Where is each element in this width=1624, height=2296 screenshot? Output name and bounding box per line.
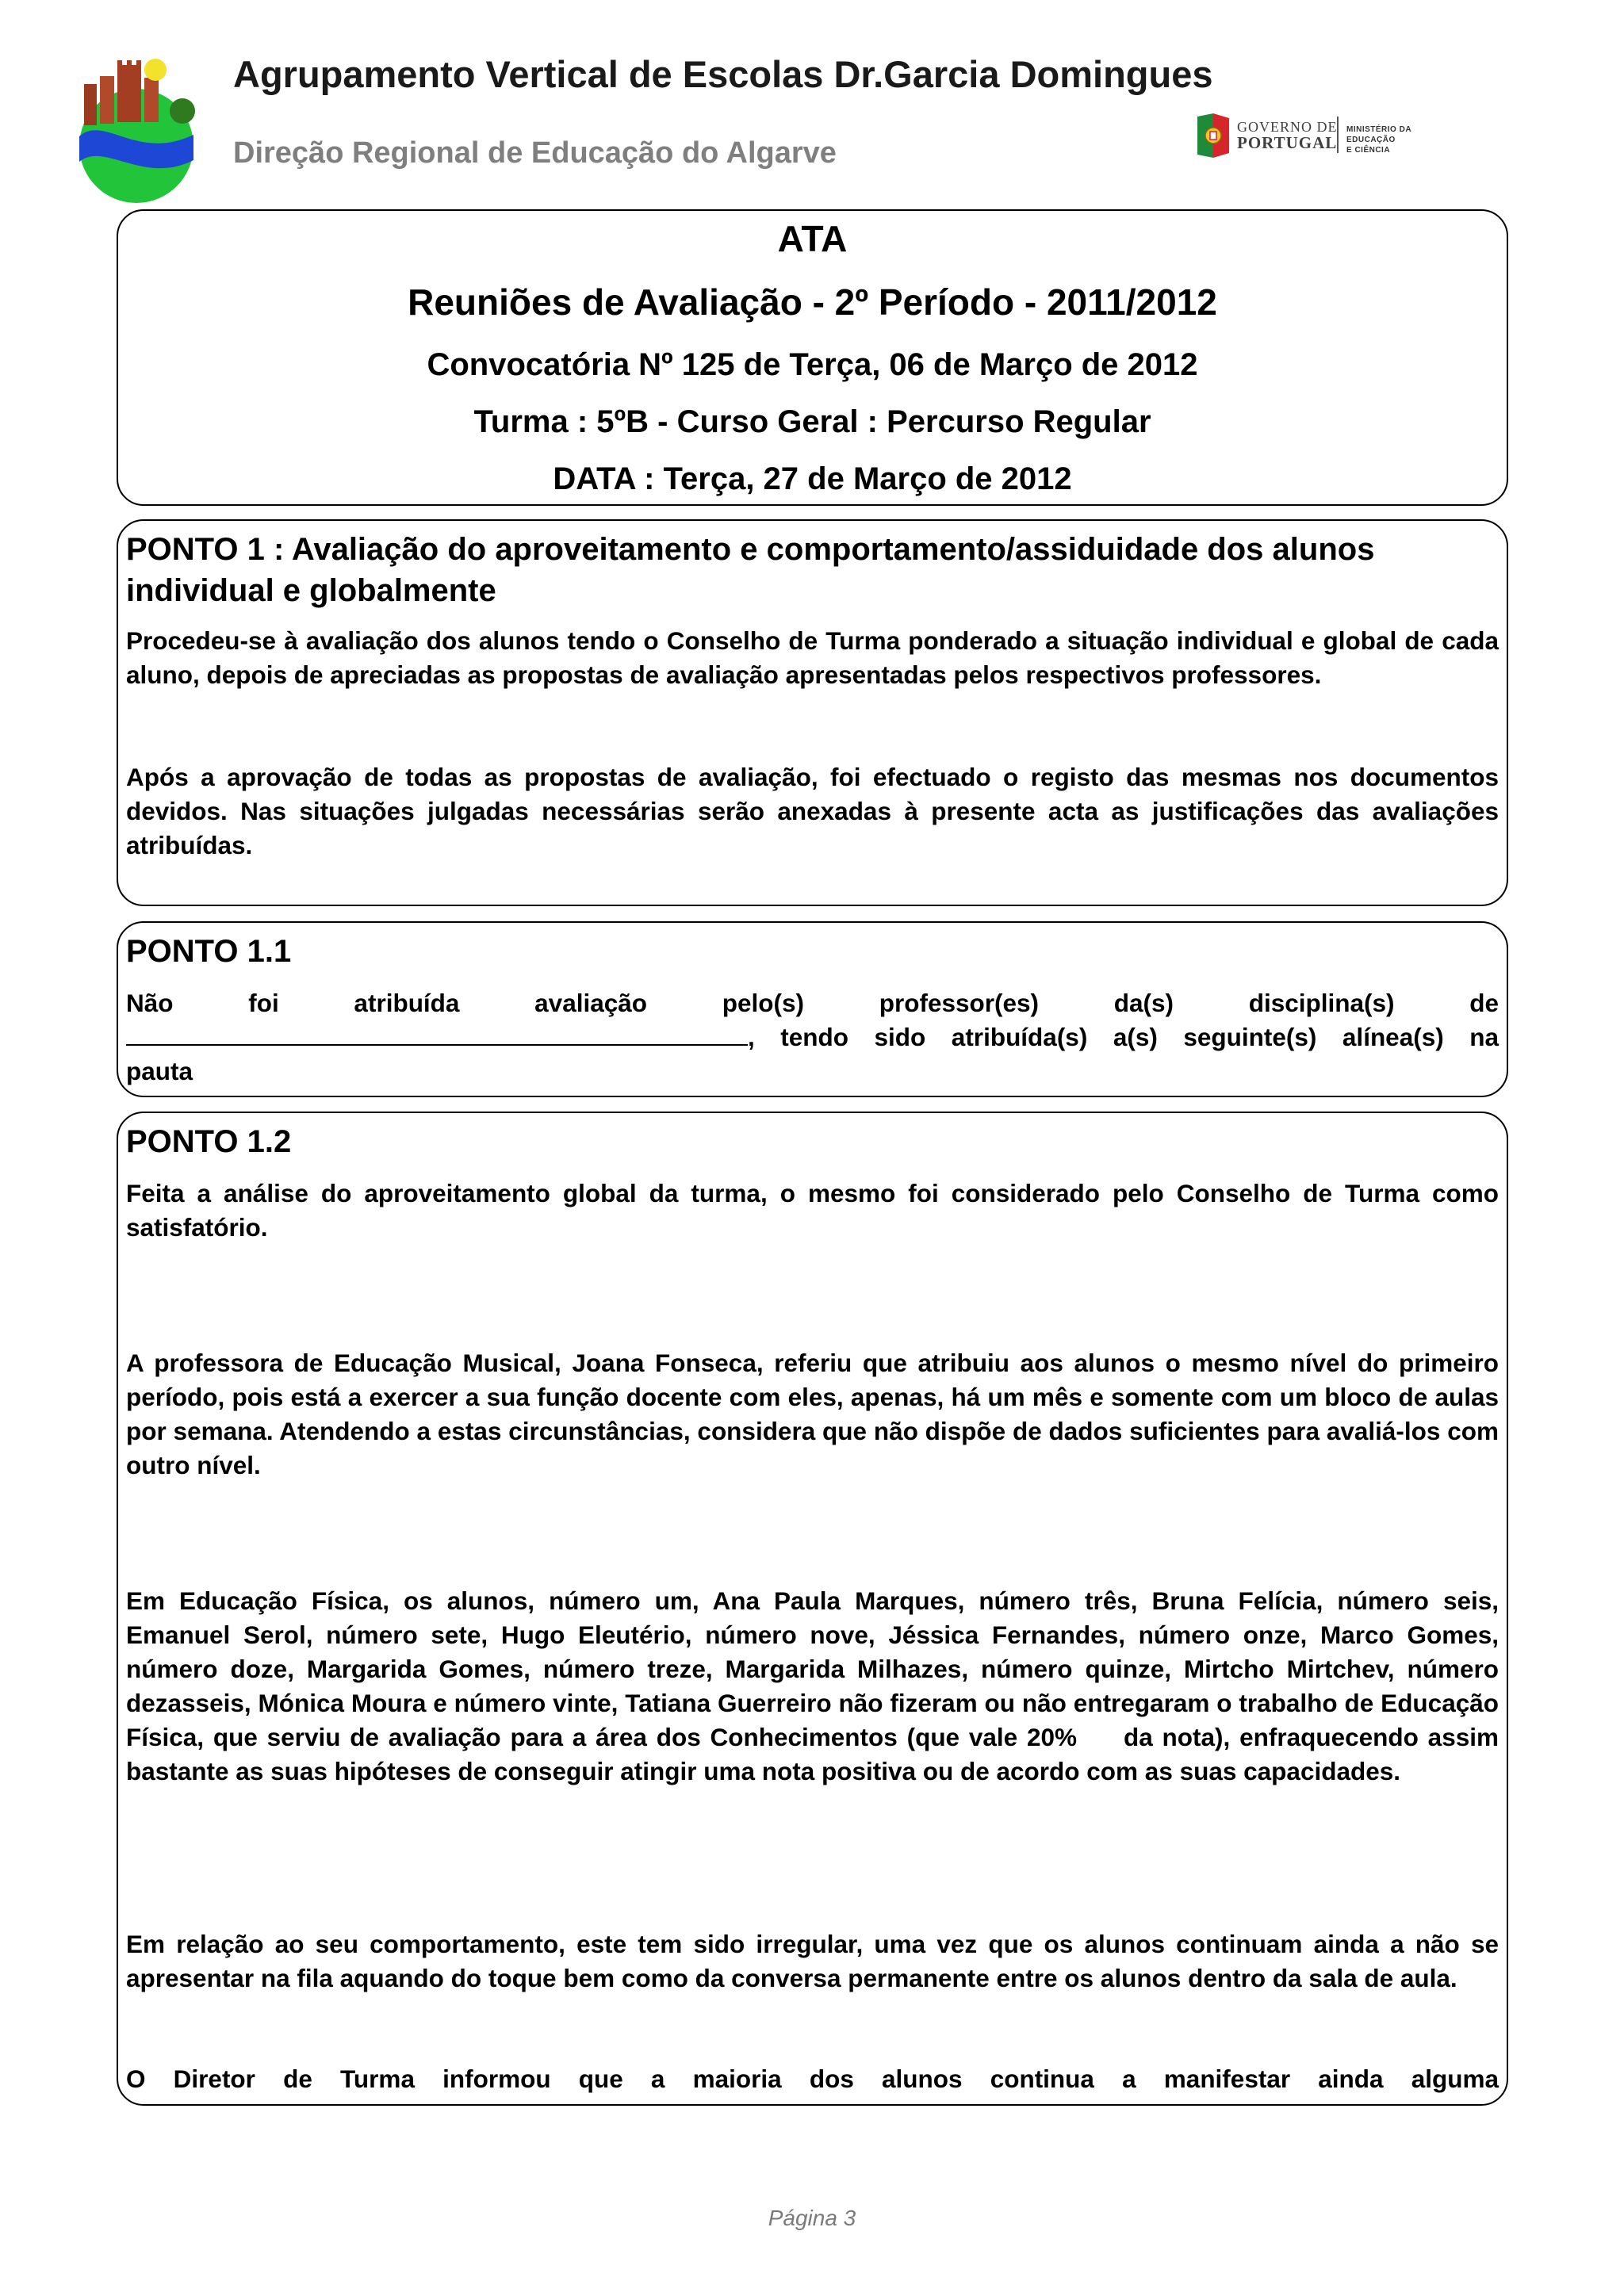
ata-label: ATA xyxy=(777,218,848,259)
government-line2: PORTUGAL xyxy=(1237,133,1338,152)
school-logo xyxy=(73,59,200,209)
class-line: Turma : 5ºB - Curso Geral : Percurso Regular xyxy=(473,404,1151,439)
convocation-line: Convocatória Nº 125 de Terça, 06 de Março de 2012 xyxy=(427,347,1198,382)
ministry-line1: MINISTÉRIO DA EDUCAÇÃO xyxy=(1346,125,1411,144)
ministry-text xyxy=(1346,124,1456,155)
government-logo xyxy=(1194,113,1456,158)
ponto1-2-box xyxy=(117,1112,1508,2106)
logo-divider xyxy=(1337,117,1339,153)
ponto1-1-heading: PONTO 1.1 xyxy=(126,934,292,969)
ponto1-2-paragraph-2: A professora de Educação Musical, Joana Fonseca, referiu que atribuiu aos alunos o mesmo nível do primeiro período, pois está a exercer a sua função docente com eles, apenas, há um mês e somente com um bloco de aulas por semana. Atendendo a estas circunstâncias, considera que não dispõe de dados suficientes para avaliá-los com outro nível. xyxy=(126,1349,1499,1479)
ponto1-1-line1: Não foi atribuída avaliação pelo(s) professor(es) da(s) disciplina(s) de xyxy=(126,989,1499,1017)
ponto1-2-paragraph-1: Feita a análise do aproveitamento global da turma, o mesmo foi considerado pelo Conselho de Turma como satisfatório. xyxy=(126,1179,1499,1242)
ponto1-1-box xyxy=(117,921,1508,1097)
blank-fill-line xyxy=(126,1020,748,1046)
date-line: DATA : Terça, 27 de Março de 2012 xyxy=(553,461,1072,496)
ata-title-box xyxy=(117,209,1508,506)
ponto1-2-heading: PONTO 1.2 xyxy=(126,1124,292,1159)
ponto1-1-line3: pauta xyxy=(126,1057,193,1085)
ponto1-1-paragraph xyxy=(126,986,1499,1089)
ponto1-2-paragraph-4: Em relação ao seu comportamento, este tem sido irregular, uma vez que os alunos continuam ainda a não se apresentar na fila aquando do toque bem como da conversa permanente entre os alunos dentro da sala de aula. xyxy=(126,1930,1499,1992)
ponto1-2-paragraph-5: O Diretor de Turma informou que a maioria dos alunos continua a manifestar ainda alguma xyxy=(126,2064,1499,2093)
ministry-line2: E CIÊNCIA xyxy=(1346,146,1391,155)
page-number: Página 3 xyxy=(768,2206,856,2230)
government-text xyxy=(1237,119,1338,151)
school-group-title: Agrupamento Vertical de Escolas Dr.Garcia Domingues xyxy=(233,53,1213,95)
ponto1-paragraph-1: Procedeu-se à avaliação dos alunos tendo o Conselho de Turma ponderado a situação individual e global de cada aluno, depois de apreciadas as propostas de avaliação apresentadas pelos respectivos professores. xyxy=(126,626,1499,689)
ponto1-heading: PONTO 1 : Avaliação do aproveitamento e comportamento/assiduidade dos alunos individual e globalmente xyxy=(126,532,1375,608)
ponto1-box xyxy=(117,519,1508,906)
government-line1: GOVERNO DE xyxy=(1237,119,1338,135)
ponto1-2-paragraph-3: Em Educação Física, os alunos, número um, Ana Paula Marques, número três, Bruna Felícia, número seis, Emanuel Serol, número sete, Hugo Eleutério, número nove, Jéssica Fernandes, número onze, Marco Gomes, número doze, Margarida Gomes, número treze, Margarida Milhazes, número quinze, Mirtcho Mirtchev, número dezasseis, Mónica Moura e número vinte, Tatiana Guerreiro não fizeram ou não entregaram o trabalho de Educação Física, que serviu de avaliação para a área dos Conhecimentos (que vale 20% da nota), enfraquecendo assim bastante as suas hipóteses de conseguir atingir uma nota positiva ou de acordo com as suas capacidades. xyxy=(126,1586,1506,1785)
portugal-flag-icon xyxy=(1194,113,1231,158)
meeting-title: Reuniões de Avaliação - 2º Período - 2011/2012 xyxy=(408,281,1217,323)
ponto1-paragraph-2: Após a aprovação de todas as propostas de avaliação, foi efectuado o registo das mesmas nos documentos devidos. Nas situações julgadas necessárias serão anexadas à presente acta as justificações das avaliações atribuídas. xyxy=(126,763,1499,859)
ponto1-1-line2-text: , tendo sido atribuída(s) a(s) seguinte(s) alínea(s) na xyxy=(748,1023,1499,1051)
ponto1-1-line2 xyxy=(126,1020,1499,1054)
regional-directorate-subtitle: Direção Regional de Educação do Algarve xyxy=(233,136,837,170)
